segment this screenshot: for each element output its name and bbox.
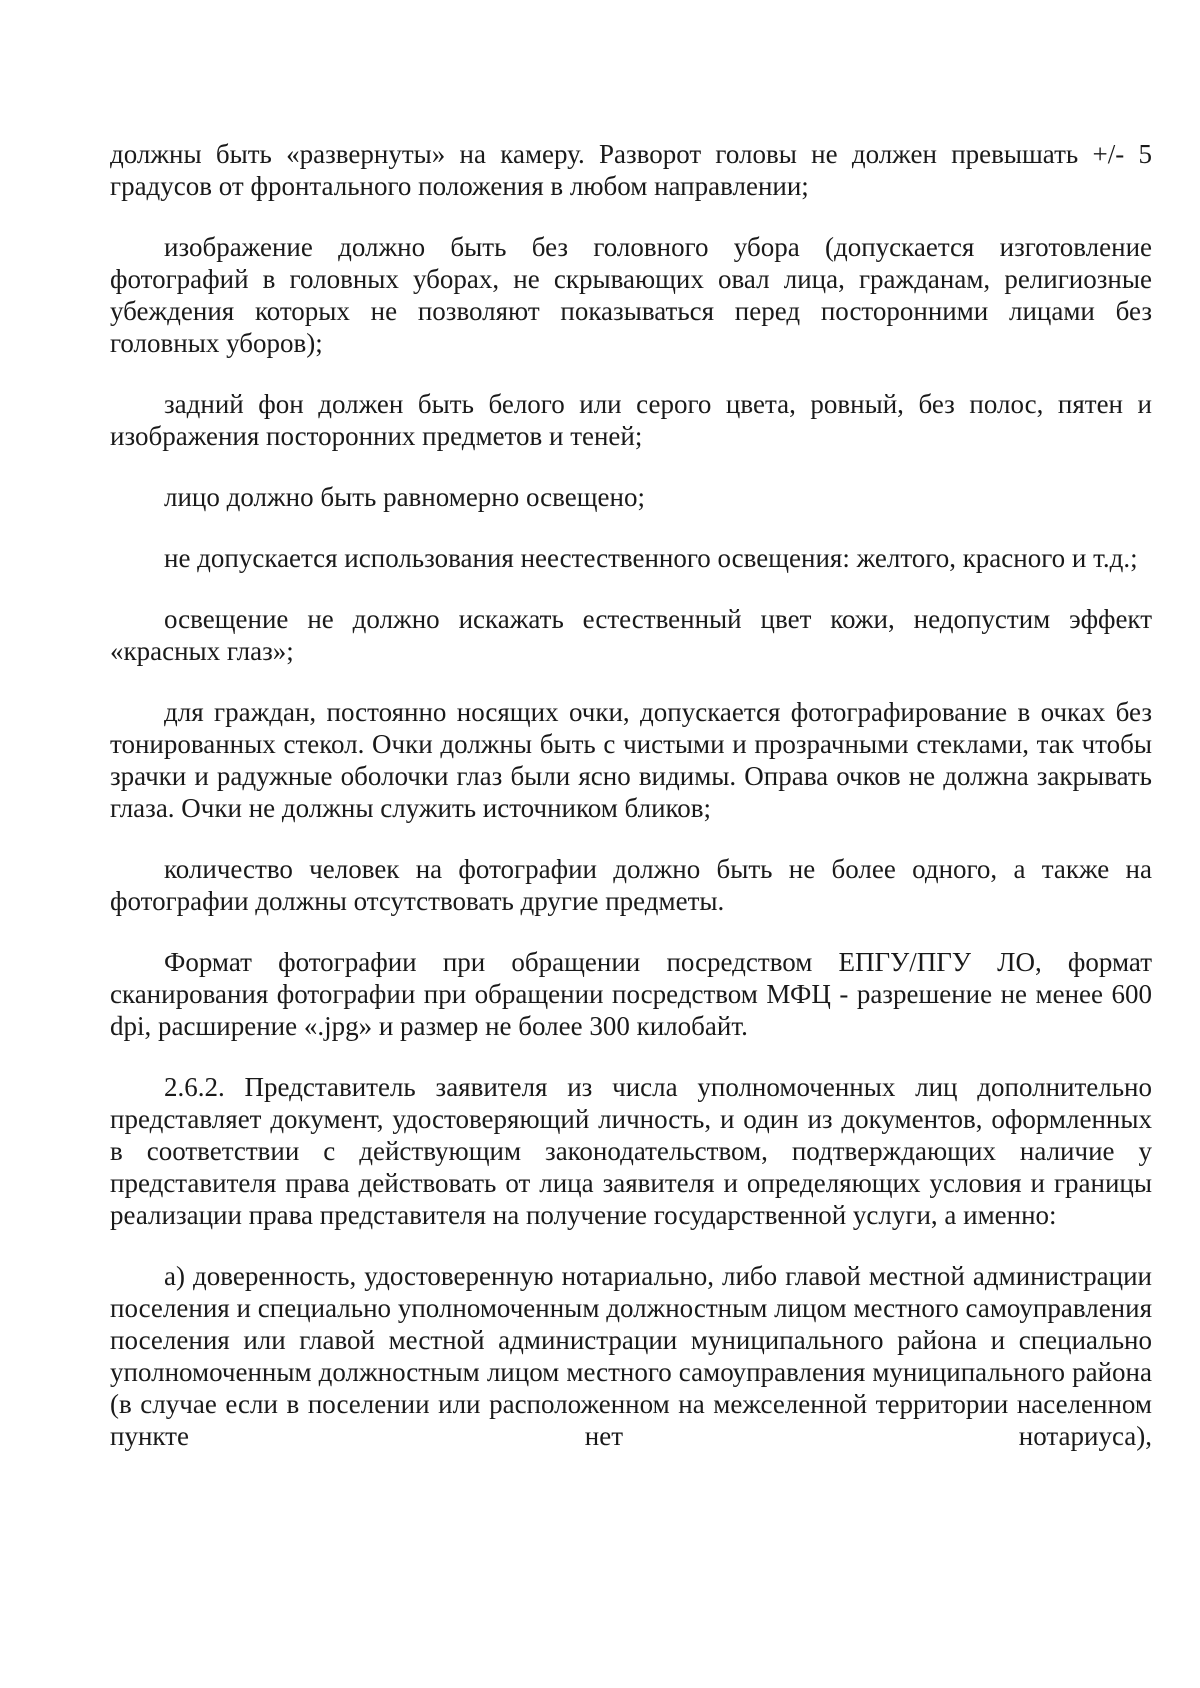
document-page: [110, 138, 1152, 1452]
paragraph-artificial-light: не допускается использования неестественного освещения: желтого, красного и т.д.;: [164, 543, 1138, 573]
paragraph-head-pose: должны быть «развернуты» на камеру. Разворот головы не должен превышать +/- 5 градусов от фронтального положения в любом направлении;: [110, 139, 1152, 201]
paragraph-people-count: количество человек на фотографии должно быть не более одного, а также на фотографии должны отсутствовать другие предметы.: [110, 854, 1152, 916]
paragraph-headwear: изображение должно быть без головного убора (допускается изготовление фотографий в головных уборах, не скрывающих овал лица, гражданам, религиозные убеждения которых не позволяют показываться перед посторонними лицами без головных уборов);: [110, 232, 1152, 358]
paragraph-photo-format: Формат фотографии при обращении посредством ЕПГУ/ПГУ ЛО, формат сканирования фотографии при обращении посредством МФЦ - разрешение не менее 600 dpi, расширение «.jpg» и размер не более 300 килобайт.: [110, 947, 1152, 1041]
paragraph-item-a: а) доверенность, удостоверенную нотариально, либо главой местной администрации поселения и специально уполномоченным должностным лицом местного самоуправления поселения или главой местной администрации муниципального района и специально уполномоченным должностным лицом местного самоуправления муниципального района (в случае если в поселении или расположенном на межселенной территории населенном пункте нет нотариуса),: [110, 1261, 1152, 1451]
paragraph-skin-color: освещение не должно искажать естественный цвет кожи, недопустим эффект «красных глаз»;: [110, 604, 1152, 666]
paragraph-section-2-6-2: 2.6.2. Представитель заявителя из числа уполномоченных лиц дополнительно представляет документ, удостоверяющий личность, и один из документов, оформленных в соответствии с действующим законодательством, подтверждающих наличие у представителя права действовать от лица заявителя и определяющих условия и границы реализации права представителя на получение государственной услуги, а именно:: [110, 1072, 1152, 1230]
paragraph-glasses: для граждан, постоянно носящих очки, допускается фотографирование в очках без тонированных стекол. Очки должны быть с чистыми и прозрачными стеклами, так чтобы зрачки и радужные оболочки глаз были ясно видимы. Оправа очков не должна закрывать глаза. Очки не должны служить источником бликов;: [110, 697, 1152, 823]
paragraph-background: задний фон должен быть белого или серого цвета, ровный, без полос, пятен и изображения посторонних предметов и теней;: [110, 389, 1152, 451]
paragraph-lighting: лицо должно быть равномерно освещено;: [164, 482, 645, 512]
